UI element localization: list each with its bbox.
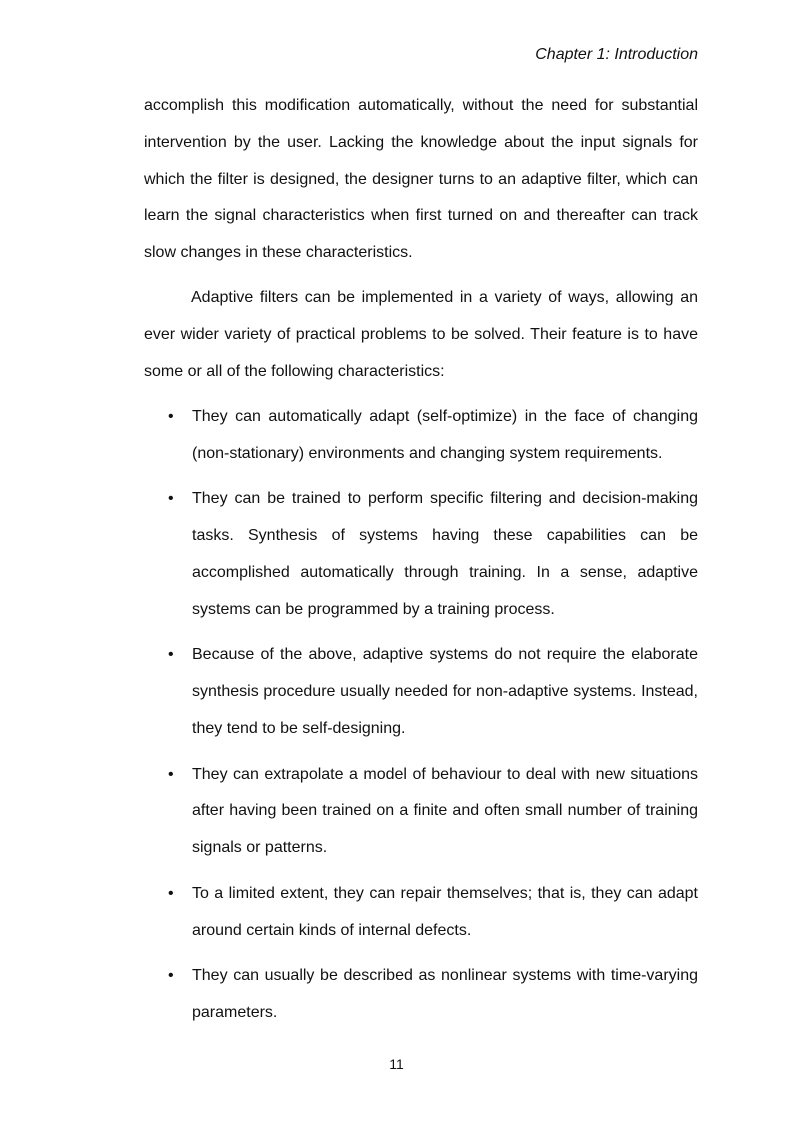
bullet-icon: • [168, 884, 174, 902]
list-item-text: To a limited extent, they can repair themselves; that is, they can adapt around certain kinds of internal defects. [192, 884, 698, 939]
bullet-icon: • [168, 408, 174, 425]
chapter-header: Chapter 1: Introduction [535, 46, 698, 63]
list-item-text: Because of the above, adaptive systems do not require the elaborate synthesis procedure usually needed for non-adaptive systems. Instead, they tend to be self-designing. [192, 646, 698, 737]
list-item [168, 757, 698, 867]
characteristics-list [0, 399, 793, 1041]
bullet-icon: • [168, 765, 174, 783]
paragraph-1: accomplish this modification automatically, without the need for substantial intervention by the user. Lacking the knowledge about the input signals for which the filter is designed, the designer turns to an adaptive filter, which can learn the signal characteristics when first turned on and thereafter can track slow changes in these characteristics. [144, 97, 698, 262]
list-item [168, 637, 698, 747]
list-item [168, 876, 698, 950]
list-item [168, 958, 698, 1032]
list-item-text: They can be trained to perform specific filtering and decision-making tasks. Synthesis of systems having these capabilities can be accomplished automatically through training. In a sense, adaptive systems can be programmed by a training process. [192, 490, 698, 618]
list-item-text: They can extrapolate a model of behaviour to deal with new situations after having been trained on a finite and often small number of training signals or patterns. [192, 765, 698, 857]
page-number: 11 [389, 1056, 404, 1072]
bullet-icon: • [168, 490, 174, 508]
list-item [168, 399, 698, 473]
list-item-text: They can automatically adapt (self-optimize) in the face of changing (non-stationary) environments and changing system requirements. [192, 408, 698, 462]
paragraph-2: Adaptive filters can be implemented in a variety of ways, allowing an ever wider variety of practical problems to be solved. Their feature is to have some or all of the following characteristics: [144, 289, 698, 380]
list-item-text: They can usually be described as nonlinear systems with time-varying parameters. [192, 967, 698, 1021]
list-item [168, 481, 698, 628]
bullet-icon: • [168, 646, 174, 664]
bullet-icon: • [168, 967, 174, 985]
